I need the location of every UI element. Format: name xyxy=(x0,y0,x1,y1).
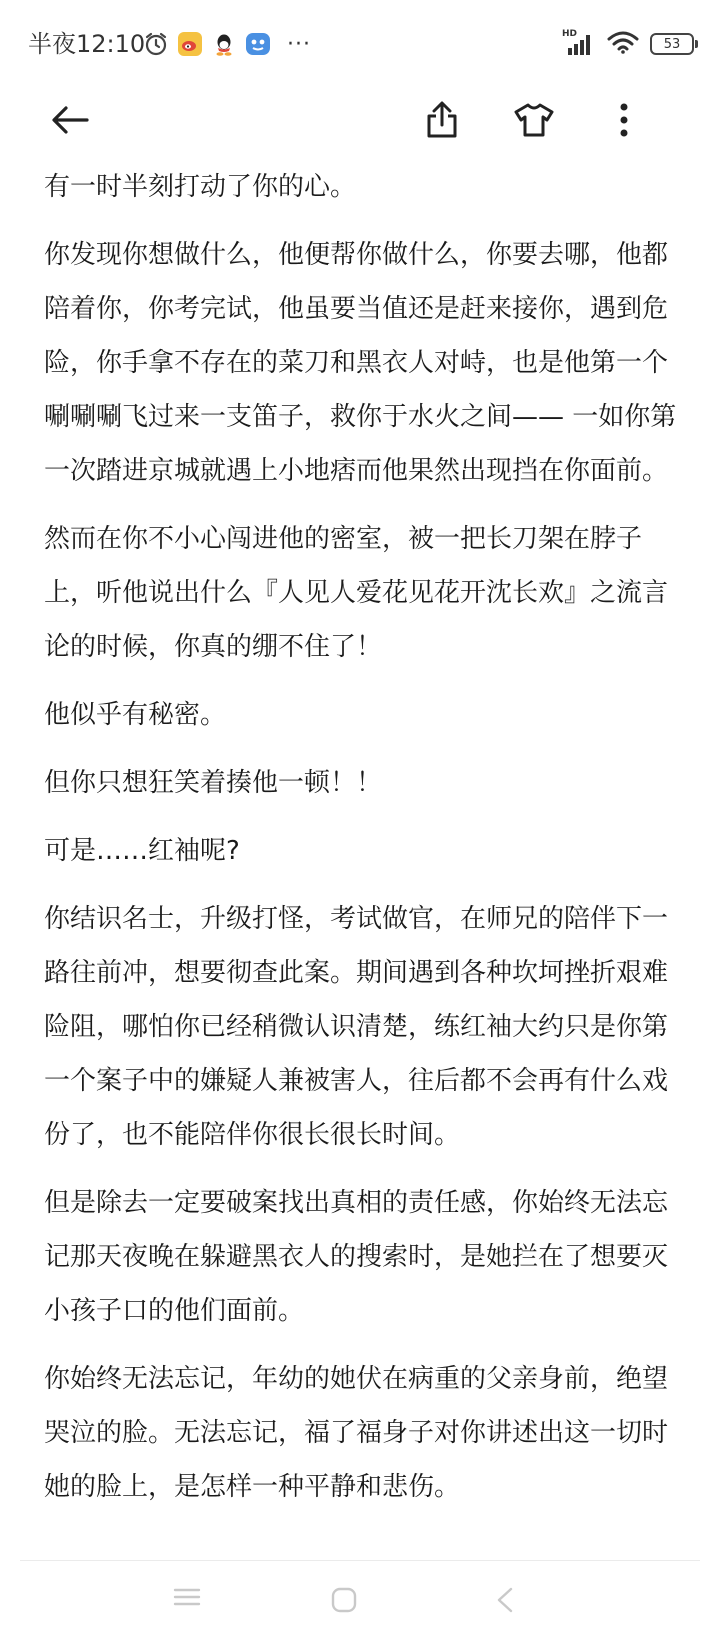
menu-nav-icon[interactable] xyxy=(172,1586,202,1612)
article-paragraph: 你发现你想做什么，他便帮你做什么，你要去哪，他都陪着你，你考完试，他虽要当值还是赶来接你，遇到危险，你手拿不存在的菜刀和黑衣人对峙，也是他第一个唰唰唰飞过来一支笛子，救你于水火之间—— 一如你第一次踏进京城就遇上小地痞而他果然出现挡在你面前。 xyxy=(44,240,677,486)
article-paragraph: 但你只想狂笑着揍他一顿！！ xyxy=(44,768,383,798)
more-notifications-indicator: ··· xyxy=(287,31,311,57)
app-icon xyxy=(245,31,271,57)
nav-divider xyxy=(20,1560,700,1561)
wifi-icon xyxy=(606,29,640,59)
article-paragraph: 他似乎有秘密。 xyxy=(44,700,227,730)
back-arrow-icon xyxy=(50,104,90,140)
alarm-icon xyxy=(143,31,169,57)
more-options-button[interactable] xyxy=(600,90,648,154)
top-toolbar xyxy=(0,90,720,154)
status-notification-icons xyxy=(143,30,311,58)
signal-icon xyxy=(562,31,596,57)
article-paragraph: 但是除去一定要破案找出真相的责任感，你始终无法忘记那天夜晚在躲避黑衣人的搜索时，是她拦在了想要灭小孩子口的他们面前。 xyxy=(44,1188,669,1326)
article-paragraph: 你结识名士，升级打怪，考试做官，在师兄的陪伴下一路往前冲，想要彻查此案。期间遇到各种坎坷挫折艰难险阻，哪怕你已经稍微认识清楚，练红袖大约只是你第一个案子中的嫌疑人兼被害人，往后都不会再有什么戏份了，也不能陪伴你很长很长时间。 xyxy=(44,904,669,1150)
navigation-bar xyxy=(0,1560,720,1640)
back-nav-icon[interactable] xyxy=(494,1586,516,1618)
qq-icon xyxy=(211,31,237,57)
share-button[interactable] xyxy=(418,90,466,154)
article-paragraph: 可是……红袖呢? xyxy=(44,836,240,866)
more-vertical-icon xyxy=(619,103,629,141)
article-paragraph: 有一时半刻打动了你的心。 xyxy=(44,172,357,202)
hd-badge: HD xyxy=(562,29,578,39)
battery-icon xyxy=(650,33,694,55)
weibo-icon xyxy=(177,31,203,57)
home-nav-icon[interactable] xyxy=(330,1586,358,1618)
status-system-icons xyxy=(562,30,694,58)
status-time: 半夜12:10 xyxy=(28,30,146,58)
battery-level: 53 xyxy=(663,36,681,52)
share-icon xyxy=(425,101,459,143)
theme-button[interactable] xyxy=(510,90,558,154)
back-button[interactable] xyxy=(46,90,94,154)
article-paragraph: 你始终无法忘记，年幼的她伏在病重的父亲身前，绝望哭泣的脸。无法忘记，福了福身子对你讲述出这一切时她的脸上，是怎样一种平静和悲伤。 xyxy=(44,1364,669,1502)
article-content xyxy=(44,160,684,1528)
article-paragraph: 然而在你不小心闯进他的密室，被一把长刀架在脖子上，听他说出什么『人见人爱花见花开沈长欢』之流言论的时候，你真的绷不住了！ xyxy=(44,524,669,662)
theme-shirt-icon xyxy=(514,102,554,142)
status-bar xyxy=(0,0,720,90)
